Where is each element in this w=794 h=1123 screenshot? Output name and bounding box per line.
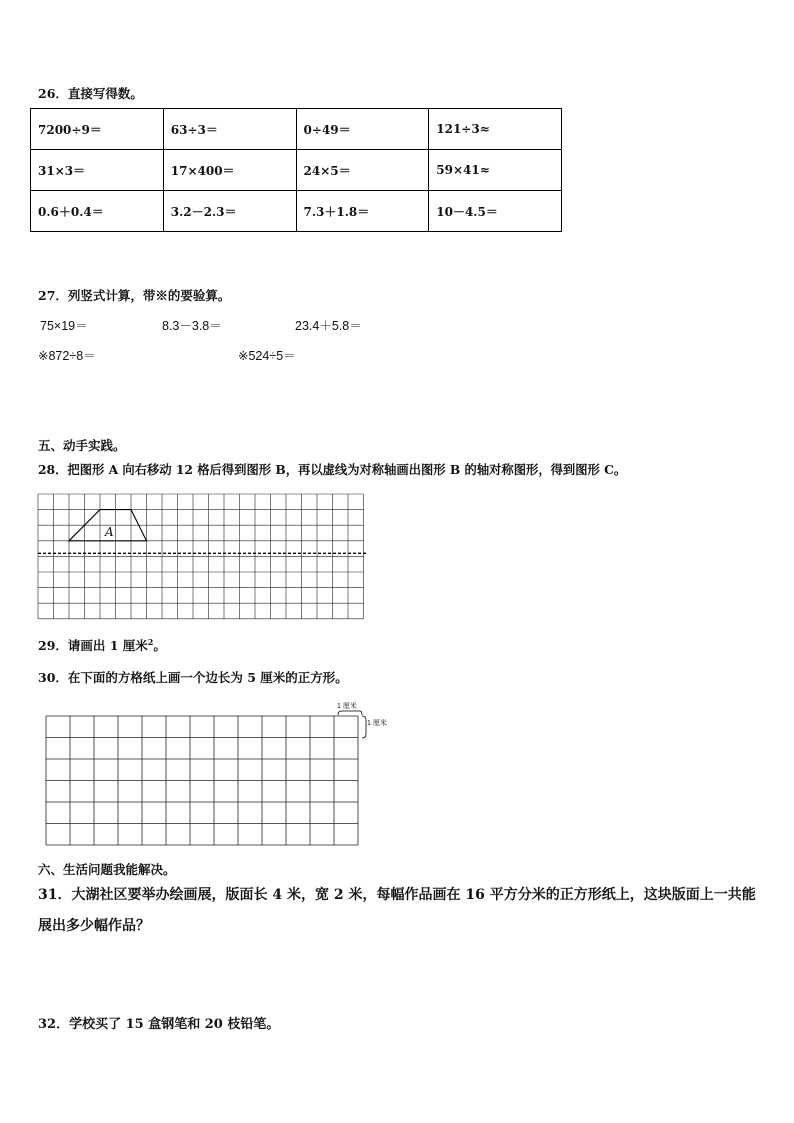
table-row	[31, 150, 562, 191]
table-cell: 24×5＝	[296, 150, 429, 191]
grid-paper-q28[interactable]	[38, 494, 364, 619]
table-cell: 121÷3≈	[429, 109, 562, 150]
table-cell: 0÷49＝	[296, 109, 429, 150]
q29-text: 29．请画出 1 厘米	[38, 638, 148, 653]
q29-title	[38, 636, 166, 654]
q29-end: 。	[153, 638, 166, 653]
table-cell: 0.6＋0.4＝	[31, 191, 164, 232]
table-cell: 63÷3＝	[163, 109, 296, 150]
q26-title: 26．直接写得数。	[38, 86, 143, 101]
shape-a-label: A	[105, 525, 114, 539]
table-cell: 31×3＝	[31, 150, 164, 191]
calc-expression: 75×19＝	[40, 319, 88, 333]
section-heading: 六、生活问题我能解决。	[38, 862, 176, 877]
table-cell: 7200÷9＝	[31, 109, 164, 150]
table-cell: 10－4.5＝	[429, 191, 562, 232]
q30-title: 30．在下面的方格纸上画一个边长为 5 厘米的正方形。	[38, 670, 348, 685]
table-cell: 3.2－2.3＝	[163, 191, 296, 232]
grid-paper-q30[interactable]	[46, 716, 360, 846]
q27-title: 27．列竖式计算，带※的要验算。	[38, 288, 231, 303]
table-cell: 17×400＝	[163, 150, 296, 191]
q29-superscript: 2	[147, 636, 154, 647]
calc-table	[30, 108, 562, 232]
unit-label-top: 1 厘米	[337, 703, 357, 710]
table-row	[31, 191, 562, 232]
q28-title: 28．把图形 A 向右移动 12 格后得到图形 B，再以虚线为对称轴画出图形 B 的轴对称图形，得到图形 C。	[38, 462, 627, 477]
calc-expression: 23.4＋5.8＝	[295, 319, 362, 333]
unit-brackets	[334, 708, 374, 742]
calc-expression: 8.3－3.8＝	[162, 319, 222, 333]
unit-label-side: 1 厘米	[367, 720, 387, 727]
section-heading: 五、动手实践。	[38, 438, 126, 453]
q31-text: 31．大湖社区要举办绘画展，版面长 4 米，宽 2 米，每幅作品画在 16 平方分米的正方形纸上，这块版面上一共能展出多少幅作品？	[38, 887, 756, 934]
table-cell: 59×41≈	[429, 150, 562, 191]
table-row	[31, 109, 562, 150]
calc-expression: ※524÷5＝	[238, 349, 296, 363]
calc-expression: ※872÷8＝	[38, 349, 96, 363]
table-cell: 7.3＋1.8＝	[296, 191, 429, 232]
q32-text: 32．学校买了 15 盒钢笔和 20 枝铅笔。	[38, 1017, 280, 1032]
